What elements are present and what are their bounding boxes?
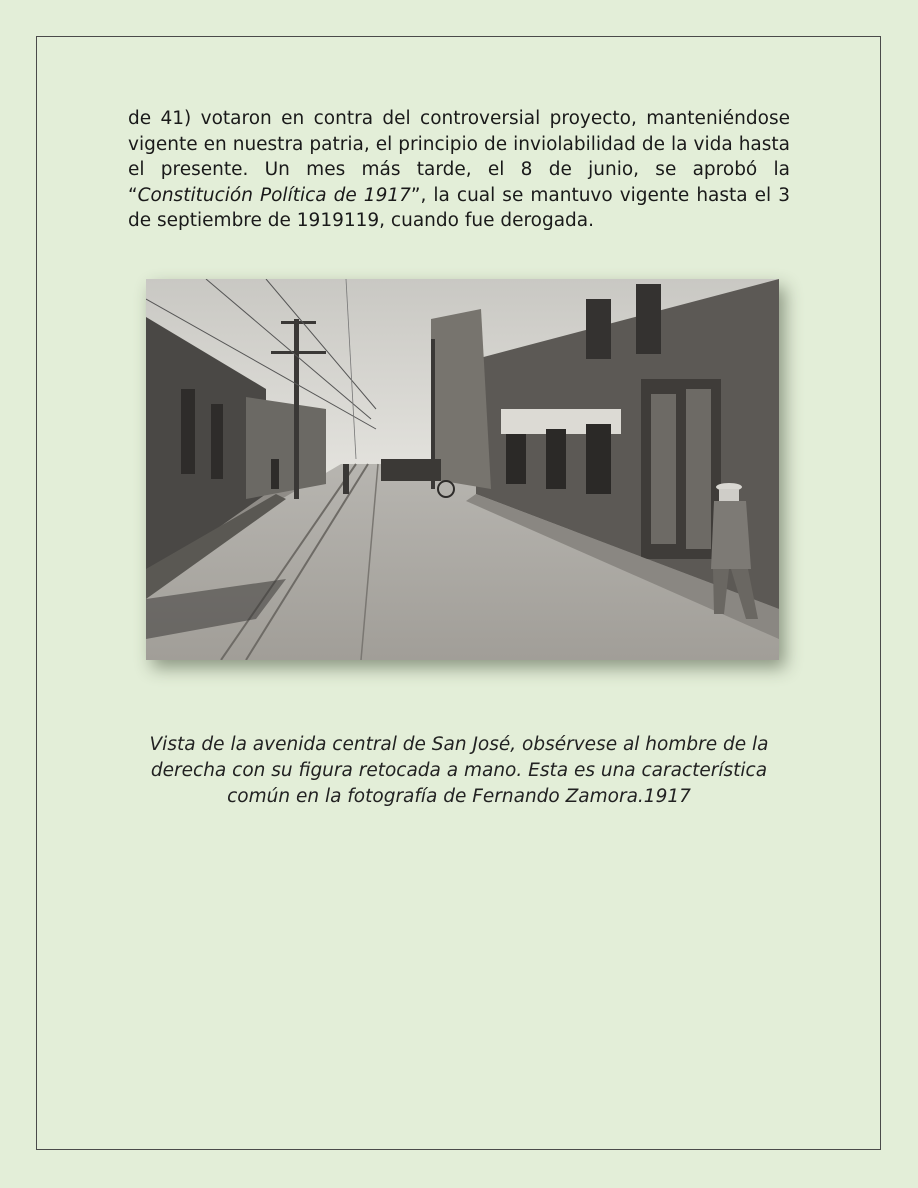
paragraph-text-end: ”, la cual se mantuvo vigente hasta el 3 de septiembre de 1919119, cuando fue derogada. xyxy=(128,184,790,231)
photo-caption: Vista de la avenida central de San José, obsérvese al hombre de la derecha con su figura retocada a mano. Esta es una característica común en la fotografía de Fernando Zamora.1917 xyxy=(149,734,769,807)
body-paragraph xyxy=(128,106,790,234)
constitution-title: Constitución Política de 1917 xyxy=(137,184,411,206)
historic-street-photo xyxy=(146,279,779,660)
paragraph-text: de 41) votaron en contra del controversial proyecto, manteniéndose vigente en nuestra patria, el principio de inviolabilidad de la vida hasta el presente. Un mes más tarde, el 8 de junio, se aprobó la “ xyxy=(128,108,790,206)
